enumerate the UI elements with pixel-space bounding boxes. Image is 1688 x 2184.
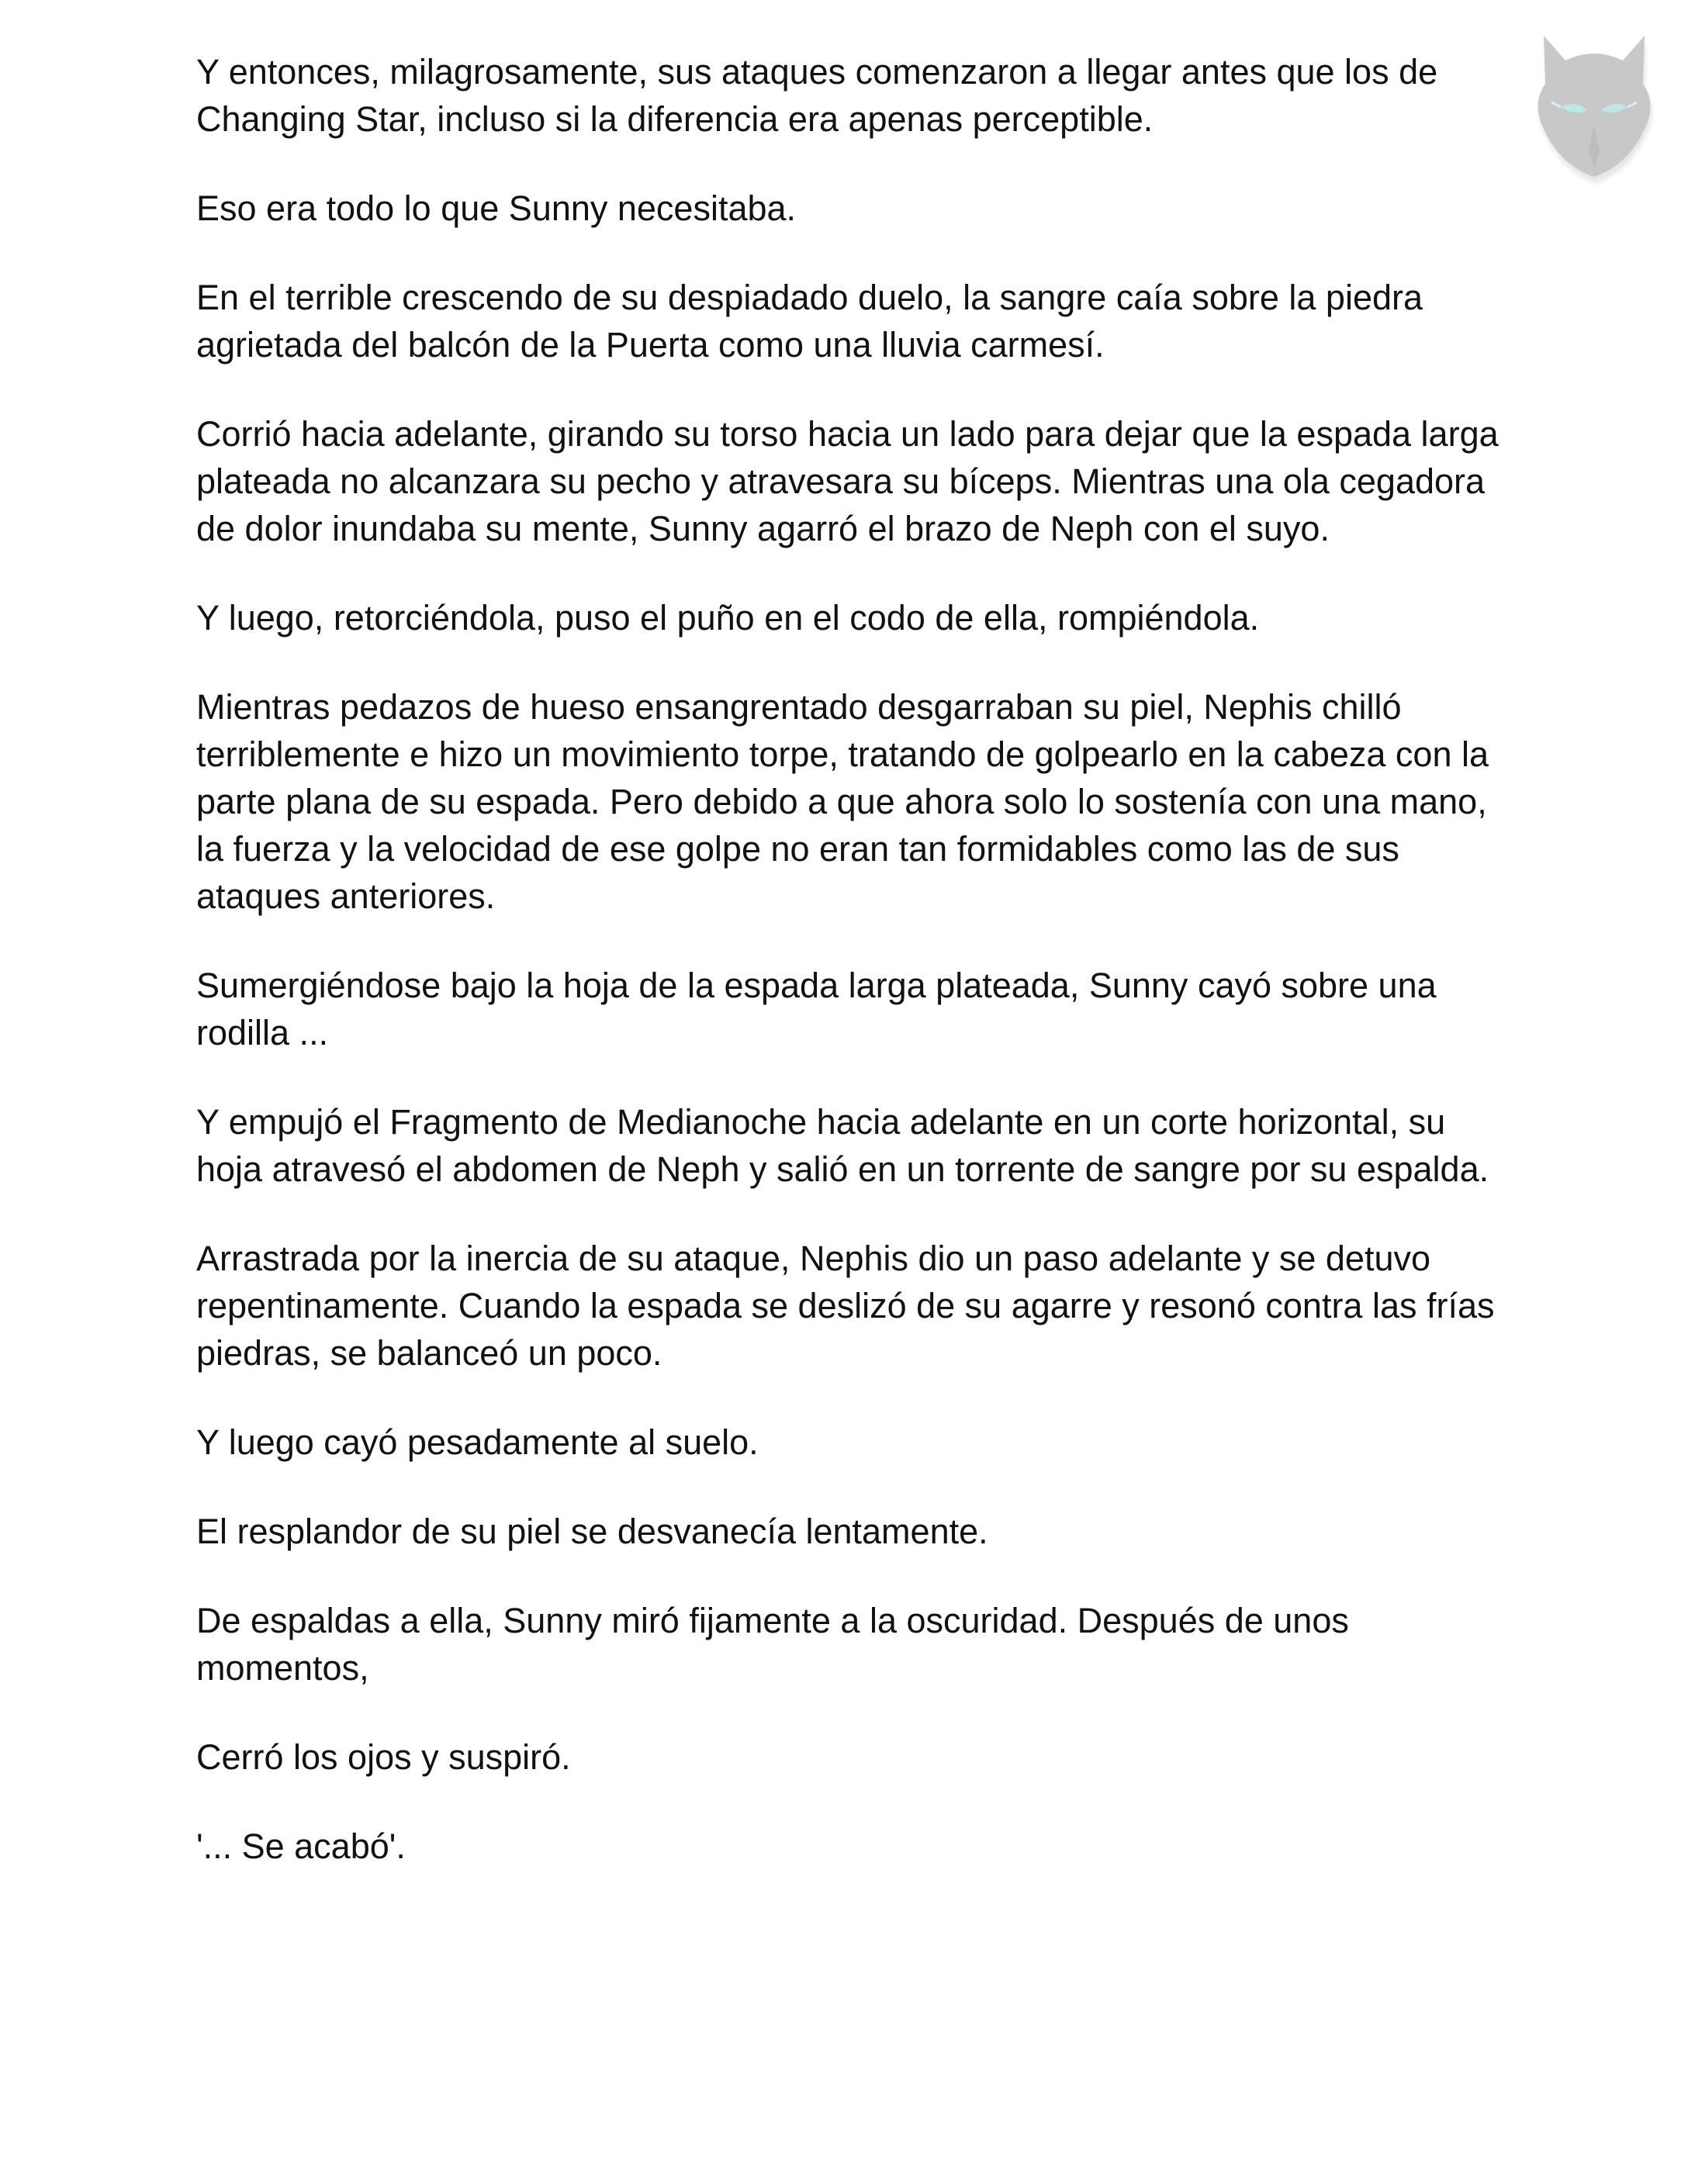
paragraph: De espaldas a ella, Sunny miró fijamente a la oscuridad. Después de unos momentos,: [196, 1601, 1349, 1688]
paragraph: Y luego cayó pesadamente al suelo.: [196, 1422, 759, 1462]
paragraph: Y luego, retorciéndola, puso el puño en el codo de ella, rompiéndola.: [196, 598, 1260, 638]
paragraph: El resplandor de su piel se desvanecía lentamente.: [196, 1512, 988, 1551]
paragraph: Corrió hacia adelante, girando su torso hacia un lado para dejar que la espada larga plateada no alcanzara su pecho y atravesara su bíceps. Mientras una ola cegadora de dolor inundaba su mente, Sunny agarró el brazo de Neph con el suyo.: [196, 414, 1499, 548]
paragraph: Mientras pedazos de hueso ensangrentado desgarraban su piel, Nephis chilló terriblemente e hizo un movimiento torpe, tratando de golpearlo en la cabeza con la parte plana de su espada. Pero debido a que ahora solo lo sostenía con una mano, la fuerza y la velocidad de ese golpe no eran tan formidables como las de sus ataques anteriores.: [196, 687, 1489, 916]
paragraph: Y empujó el Fragmento de Medianoche hacia adelante en un corte horizontal, su hoja atravesó el abdomen de Neph y salió en un torrente de sangre por su espalda.: [196, 1102, 1489, 1189]
paragraph: '... Se acabó'.: [196, 1826, 406, 1866]
demon-mask-icon: [1520, 16, 1668, 186]
document-body: [196, 48, 1499, 1912]
paragraph: Sumergiéndose bajo la hoja de la espada larga plateada, Sunny cayó sobre una rodilla ...: [196, 966, 1437, 1052]
paragraph: Cerró los ojos y suspiró.: [196, 1737, 571, 1777]
paragraph: Y entonces, milagrosamente, sus ataques comenzaron a llegar antes que los de Changing Star, incluso si la diferencia era apenas perceptible.: [196, 52, 1438, 139]
paragraph: Arrastrada por la inercia de su ataque, Nephis dio un paso adelante y se detuvo repentinamente. Cuando la espada se deslizó de su agarre y resonó contra las frías piedras, se balanceó un poco.: [196, 1239, 1495, 1373]
paragraph: Eso era todo lo que Sunny necesitaba.: [196, 188, 797, 228]
paragraph: En el terrible crescendo de su despiadado duelo, la sangre caía sobre la piedra agrietada del balcón de la Puerta como una lluvia carmesí.: [196, 278, 1423, 365]
